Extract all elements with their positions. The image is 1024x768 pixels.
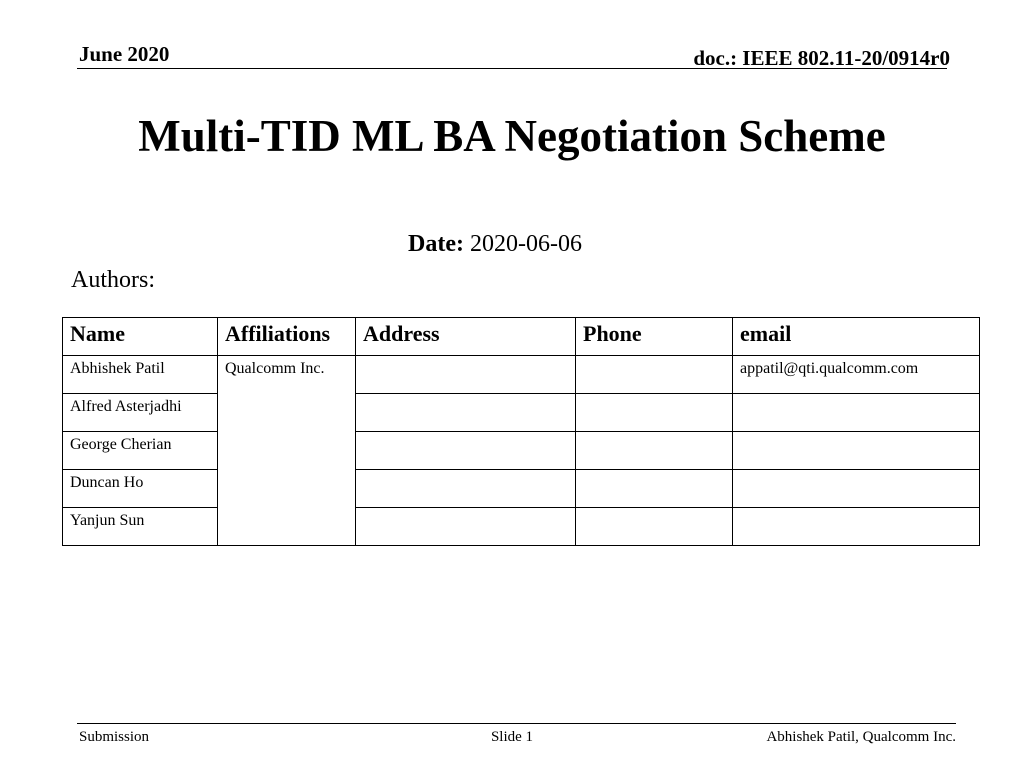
table-row	[63, 432, 980, 470]
author-affiliation: Qualcomm Inc.	[218, 356, 356, 546]
author-address	[356, 508, 576, 546]
author-email	[733, 508, 980, 546]
author-address	[356, 470, 576, 508]
date-label: Date:	[408, 231, 464, 257]
author-name: Duncan Ho	[63, 470, 218, 508]
author-phone	[576, 394, 733, 432]
footer-author: Abhishek Patil, Qualcomm Inc.	[766, 729, 956, 745]
column-header-affiliations: Affiliations	[218, 318, 356, 356]
author-name: Alfred Asterjadhi	[63, 394, 218, 432]
table-header-row	[63, 318, 980, 356]
author-email: appatil@qti.qualcomm.com	[733, 356, 980, 394]
author-phone	[576, 508, 733, 546]
footer-slide-number: Slide 1	[490, 729, 534, 745]
authors-label: Authors:	[71, 267, 155, 293]
author-name: George Cherian	[63, 432, 218, 470]
table-row	[63, 508, 980, 546]
author-email	[733, 432, 980, 470]
author-name: Yanjun Sun	[63, 508, 218, 546]
author-email	[733, 470, 980, 508]
footer-divider	[77, 723, 956, 724]
author-address	[356, 356, 576, 394]
table-row	[63, 356, 980, 394]
column-header-email: email	[733, 318, 980, 356]
date-line	[408, 231, 582, 258]
column-header-phone: Phone	[576, 318, 733, 356]
table-row	[63, 394, 980, 432]
author-phone	[576, 356, 733, 394]
header-divider	[77, 68, 947, 69]
author-email	[733, 394, 980, 432]
authors-table	[62, 317, 980, 546]
footer-submission: Submission	[79, 729, 150, 745]
column-header-address: Address	[356, 318, 576, 356]
author-phone	[576, 470, 733, 508]
column-header-name: Name	[63, 318, 218, 356]
author-address	[356, 432, 576, 470]
date-value: 2020-06-06	[469, 231, 582, 257]
slide-title: Multi-TID ML BA Negotiation Scheme	[138, 111, 886, 161]
author-phone	[576, 432, 733, 470]
header-doc-label: doc.: IEEE 802.11-20/0914r0	[693, 46, 950, 70]
author-name: Abhishek Patil	[63, 356, 218, 394]
author-address	[356, 394, 576, 432]
header-date: June 2020	[79, 42, 170, 66]
table-row	[63, 470, 980, 508]
